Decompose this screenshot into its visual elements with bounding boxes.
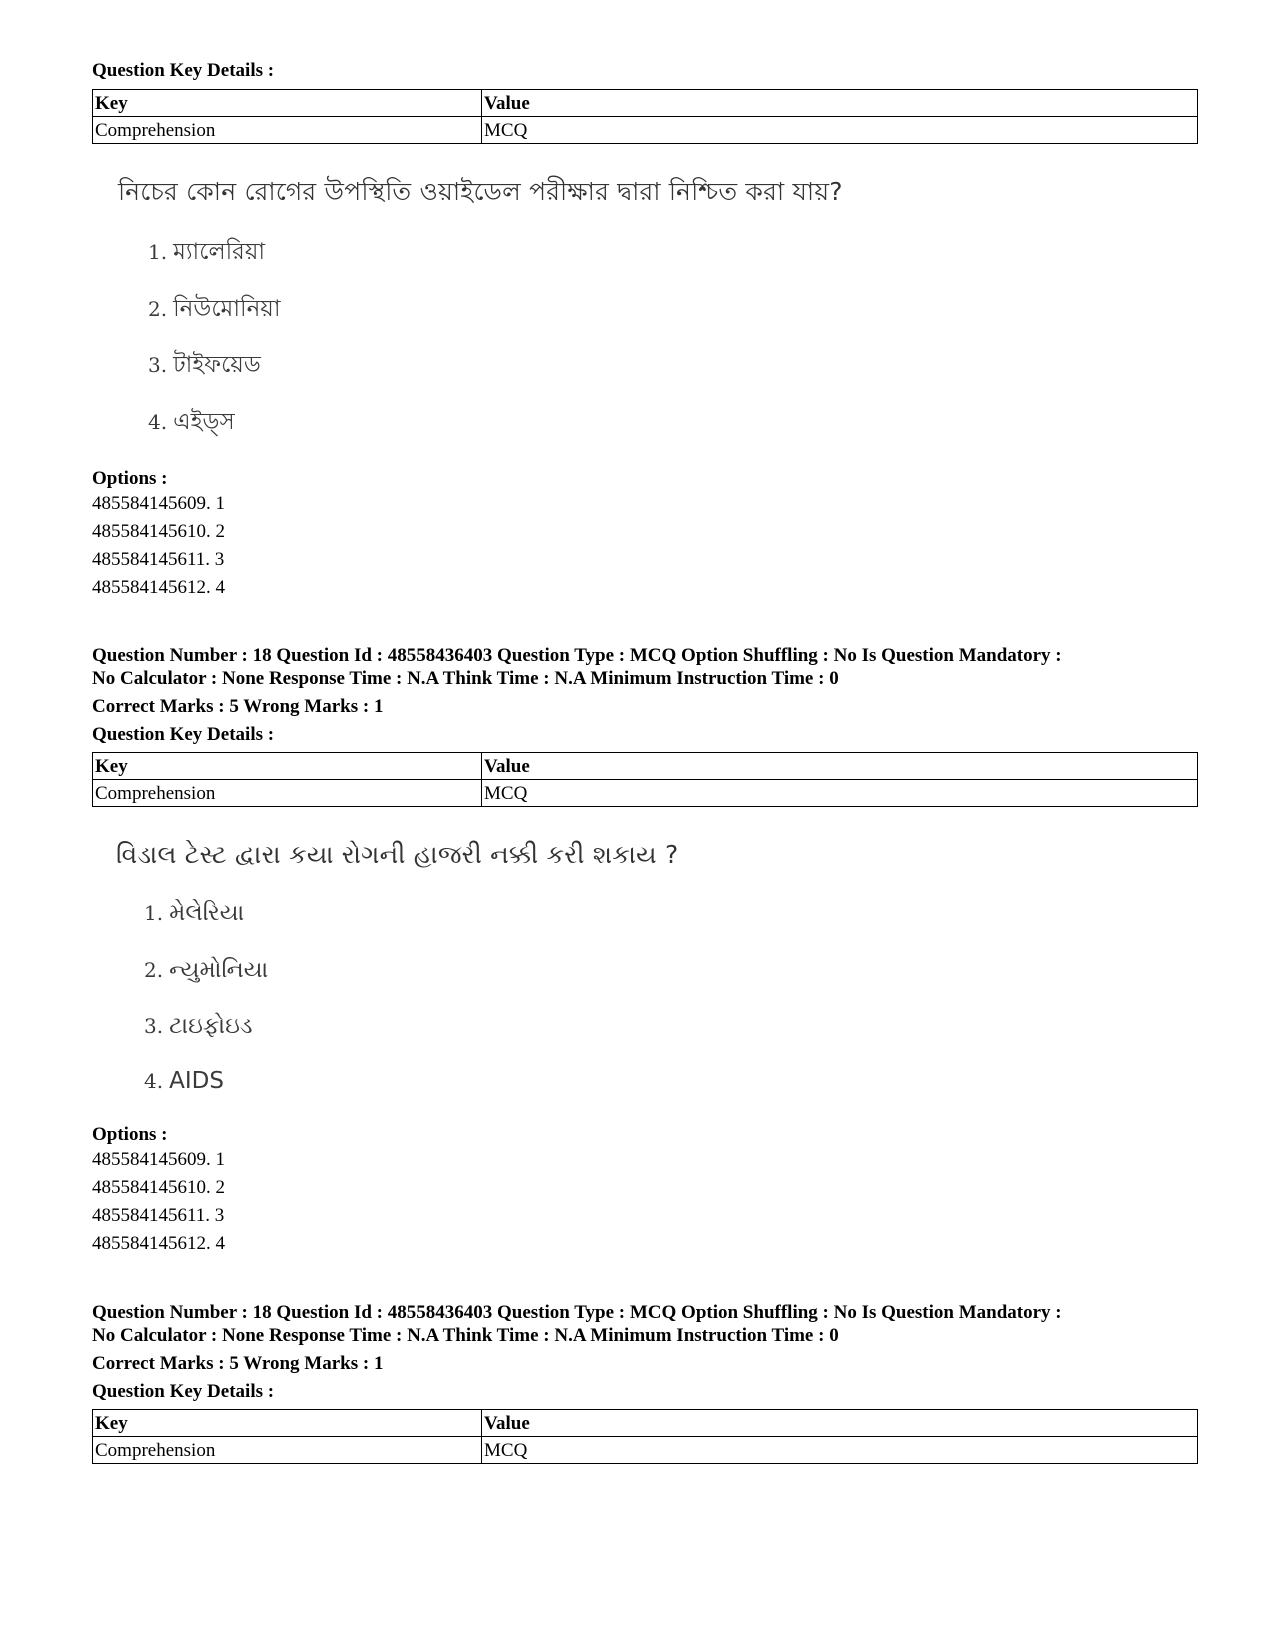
choice-text: এইড্স <box>173 409 235 435</box>
question-image <box>116 840 678 870</box>
choice-number: 3. <box>148 353 168 377</box>
table-header-row <box>93 753 1198 780</box>
table-row <box>93 117 1198 144</box>
question-text: নিচের কোন রোগের উপস্থিতি ওয়াইডেল পরীক্ষার দ্বারা নিশ্চিত করা যায়? <box>118 177 843 206</box>
choice-number: 1. <box>148 240 168 264</box>
options-list <box>92 490 225 602</box>
key-details-heading: Question Key Details : <box>92 1381 275 1402</box>
options-list <box>92 1146 225 1258</box>
table-header-value: Value <box>482 1410 1198 1437</box>
key-details-table <box>92 1409 1198 1464</box>
choice-item <box>148 290 281 329</box>
choice-item <box>148 403 235 442</box>
option-item: 485584145611. 3 <box>92 549 225 570</box>
option-item: 485584145612. 4 <box>92 1233 225 1254</box>
choice-number: 3. <box>144 1014 164 1038</box>
key-details-heading: Question Key Details : <box>92 724 275 745</box>
option-item: 485584145612. 4 <box>92 577 225 598</box>
options-heading: Options : <box>92 1124 168 1145</box>
choice-item <box>144 1068 224 1094</box>
table-row <box>93 780 1198 807</box>
choice-number: 2. <box>144 958 164 982</box>
option-item: 485584145609. 1 <box>92 1149 225 1170</box>
question-meta-line1: Question Number : 18 Question Id : 48558436403 Question Type : MCQ Option Shuffling : No Is Question Mandatory : <box>92 1302 1062 1323</box>
question-meta-line2: No Calculator : None Response Time : N.A Think Time : N.A Minimum Instruction Time : 0 <box>92 668 839 689</box>
choice-text: ન્યુમોનિયા <box>169 957 269 983</box>
table-header-key: Key <box>93 1410 482 1437</box>
question-text: વિડાલ ટેસ્ટ દ્વારા કયા રોગની હાજરી નક્કી કરી શકાય ? <box>116 840 679 869</box>
choice-text: મેલેરિયા <box>169 900 245 926</box>
choice-number: 4. <box>148 410 168 434</box>
choice-item <box>144 957 268 983</box>
choice-item <box>144 900 244 926</box>
table-cell-key: Comprehension <box>93 780 482 807</box>
choice-text: নিউমোনিয়া <box>173 296 281 322</box>
choice-number: 1. <box>144 901 164 925</box>
question-image <box>118 172 843 215</box>
question-meta-line2: No Calculator : None Response Time : N.A Think Time : N.A Minimum Instruction Time : 0 <box>92 1325 839 1346</box>
table-header-key: Key <box>93 753 482 780</box>
choice-item <box>148 233 265 272</box>
key-details-table <box>92 89 1198 144</box>
option-item: 485584145611. 3 <box>92 1205 225 1226</box>
table-header-key: Key <box>93 90 482 117</box>
option-item: 485584145610. 2 <box>92 1177 225 1198</box>
table-header-value: Value <box>482 90 1198 117</box>
table-header-row <box>93 90 1198 117</box>
choice-text: টাইফয়েড <box>173 352 261 378</box>
table-cell-value: MCQ <box>482 780 1198 807</box>
key-details-heading: Question Key Details : <box>92 60 275 81</box>
question-meta-line1: Question Number : 18 Question Id : 48558436403 Question Type : MCQ Option Shuffling : No Is Question Mandatory : <box>92 645 1062 666</box>
table-header-value: Value <box>482 753 1198 780</box>
table-cell-key: Comprehension <box>93 1437 482 1464</box>
choice-text: ટાઇફોઇડ <box>169 1013 253 1039</box>
option-item: 485584145610. 2 <box>92 521 225 542</box>
option-item: 485584145609. 1 <box>92 493 225 514</box>
marks-line: Correct Marks : 5 Wrong Marks : 1 <box>92 1353 384 1374</box>
marks-line: Correct Marks : 5 Wrong Marks : 1 <box>92 696 384 717</box>
choice-text: AIDS <box>169 1068 224 1094</box>
choice-item <box>144 1013 253 1039</box>
table-cell-value: MCQ <box>482 117 1198 144</box>
table-cell-key: Comprehension <box>93 117 482 144</box>
choice-number: 4. <box>144 1069 164 1093</box>
options-heading: Options : <box>92 468 168 489</box>
choice-number: 2. <box>148 297 168 321</box>
choice-item <box>148 346 261 385</box>
key-details-table <box>92 752 1198 807</box>
table-header-row <box>93 1410 1198 1437</box>
table-cell-value: MCQ <box>482 1437 1198 1464</box>
choice-text: ম্যালেরিয়া <box>173 239 266 265</box>
table-row <box>93 1437 1198 1464</box>
